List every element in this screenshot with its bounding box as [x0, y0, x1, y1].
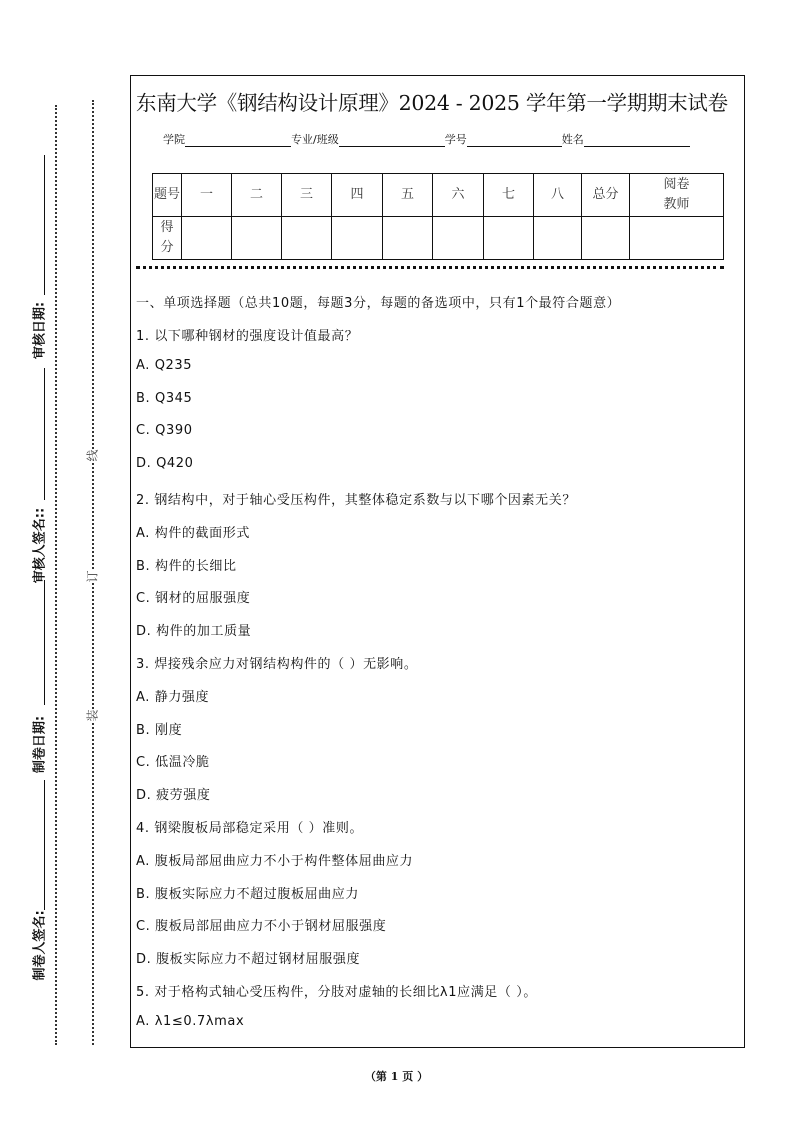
score-cell[interactable] [582, 217, 630, 260]
binding-mark-xian: 线 [85, 449, 100, 462]
score-cell[interactable] [182, 217, 232, 260]
question-number-label: 题号 [153, 174, 182, 217]
col-2: 二 [232, 174, 282, 217]
answer-option: D. 腹板实际应力不超过钢材屈服强度 [136, 952, 361, 968]
answer-option: C. 腹板局部屈曲应力不小于钢材屈服强度 [136, 919, 387, 935]
col-7: 七 [484, 174, 534, 217]
col-4: 四 [332, 174, 383, 217]
section-heading: 一、单项选择题（总共10题，每题3分，每题的备选项中，只有1个最符合题意） [136, 296, 621, 311]
major-class-label: 专业/班级 [291, 133, 339, 146]
col-grader: 阅卷教师 [630, 174, 724, 217]
signature-line [44, 368, 45, 500]
student-info-row [163, 131, 690, 147]
answer-option: C. Q390 [136, 423, 193, 439]
score-cell[interactable] [484, 217, 534, 260]
answer-option: B. 腹板实际应力不超过腹板屈曲应力 [136, 886, 359, 902]
binding-mark-zhuang: 装 [85, 709, 100, 722]
answer-option: D. 构件的加工质量 [136, 624, 252, 640]
col-8: 八 [534, 174, 582, 217]
student-id-label: 学号 [444, 133, 467, 146]
score-cell[interactable] [282, 217, 332, 260]
binding-mark-ding: 订 [85, 570, 100, 583]
answer-option: B. 刚度 [136, 722, 183, 738]
answer-option: C. 钢材的屈服强度 [136, 591, 251, 607]
score-table-score-row [153, 217, 724, 260]
score-label: 得分 [153, 217, 182, 260]
name-field[interactable] [584, 132, 690, 147]
question-stem: 5. 对于格构式轴心受压构件，分肢对虚轴的长细比λ1应满足（ ）。 [136, 985, 537, 1000]
review-date-label: 审核日期: [32, 301, 48, 360]
author-signature-label: 制卷人签名: [32, 910, 48, 981]
answer-option: D. 疲劳强度 [136, 788, 211, 804]
score-cell[interactable] [332, 217, 383, 260]
col-3: 三 [282, 174, 332, 217]
col-5: 五 [383, 174, 433, 217]
question-stem: 3. 焊接残余应力对钢结构构件的（ ）无影响。 [136, 657, 418, 672]
score-table-header-row [153, 174, 724, 217]
col-total: 总分 [582, 174, 630, 217]
answer-option: A. λ1≤0.7λmax [136, 1013, 245, 1029]
col-1: 一 [182, 174, 232, 217]
signature-line [44, 780, 45, 910]
college-field[interactable] [185, 132, 291, 147]
answer-option: A. Q235 [136, 357, 193, 373]
reviewer-signature-label: 审核人签名:: [32, 507, 48, 584]
answer-option: A. 静力强度 [136, 689, 210, 705]
answer-option: A. 腹板局部屈曲应力不小于构件整体屈曲应力 [136, 853, 414, 869]
major-class-field[interactable] [339, 132, 445, 147]
binding-dotted-line-outer [55, 105, 57, 1045]
score-cell[interactable] [433, 217, 484, 260]
name-label: 姓名 [561, 133, 584, 146]
question-stem: 1. 以下哪种钢材的强度设计值最高？ [136, 329, 359, 344]
score-cell[interactable] [534, 217, 582, 260]
signature-line [44, 580, 45, 705]
college-label: 学院 [163, 133, 185, 146]
answer-option: C. 低温冷脆 [136, 755, 210, 771]
score-table [152, 173, 724, 260]
question-stem: 4. 钢梁腹板局部稳定采用（ ）准则。 [136, 821, 364, 836]
exam-title: 东南大学《钢结构设计原理》2024 - 2025 学年第一学期期末试卷 [136, 91, 728, 115]
signature-line [44, 155, 45, 295]
col-6: 六 [433, 174, 484, 217]
score-cell[interactable] [232, 217, 282, 260]
header-divider [136, 266, 724, 269]
score-cell[interactable] [630, 217, 724, 260]
student-id-field[interactable] [467, 132, 562, 147]
question-stem: 2. 钢结构中，对于轴心受压构件，其整体稳定系数与以下哪个因素无关？ [136, 493, 576, 508]
page-number: （第 1 页 ） [364, 1070, 429, 1083]
paper-date-label: 制卷日期: [32, 715, 48, 774]
score-cell[interactable] [383, 217, 433, 260]
answer-option: B. Q345 [136, 390, 193, 406]
answer-option: D. Q420 [136, 456, 194, 472]
answer-option: A. 构件的截面形式 [136, 525, 250, 541]
answer-option: B. 构件的长细比 [136, 558, 237, 574]
